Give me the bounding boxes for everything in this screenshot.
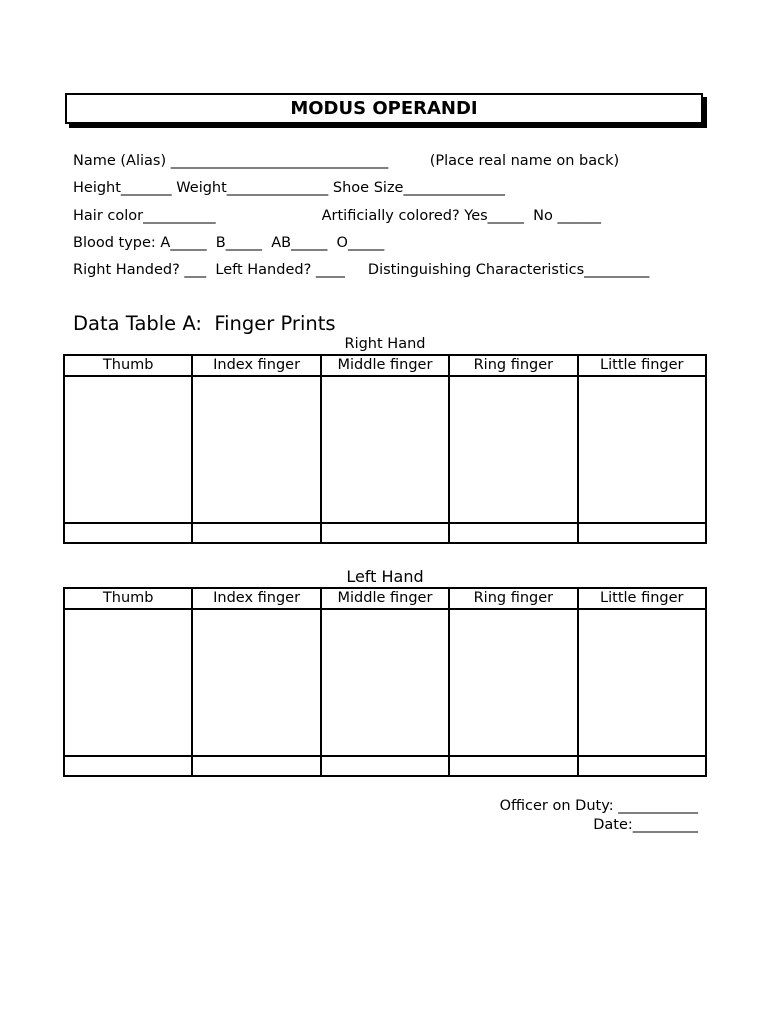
note-cell[interactable] (578, 523, 706, 543)
officer-on-duty-line: Officer on Duty: ___________ (499, 798, 698, 814)
column-header: Little finger (578, 588, 706, 609)
name-alias-line: Name (Alias) ______________________________ (Place real name on back) (73, 153, 620, 169)
blood-type-line: Blood type: A_____ B_____ AB_____ O_____ (73, 235, 385, 251)
print-cell[interactable] (192, 376, 320, 523)
height-weight-shoe-line: Height_______ Weight______________ Shoe Size______________ (73, 180, 505, 196)
column-header: Middle finger (321, 355, 449, 376)
print-cell[interactable] (321, 376, 449, 523)
page-title: MODUS OPERANDI (65, 93, 703, 124)
print-cell[interactable] (449, 376, 577, 523)
column-header: Thumb (64, 588, 192, 609)
column-header: Little finger (578, 355, 706, 376)
column-header: Index finger (192, 355, 320, 376)
note-cell[interactable] (192, 523, 320, 543)
print-cell[interactable] (449, 609, 577, 756)
note-cell[interactable] (64, 756, 192, 776)
print-cell[interactable] (578, 609, 706, 756)
hair-color-line: Hair color__________ Artificially colored? Yes_____ No ______ (73, 208, 601, 224)
right-hand-label: Right Hand (344, 336, 426, 352)
print-cell[interactable] (64, 376, 192, 523)
print-cell[interactable] (578, 376, 706, 523)
note-cell[interactable] (449, 756, 577, 776)
note-cell[interactable] (64, 523, 192, 543)
right-hand-table (63, 354, 707, 544)
note-cell[interactable] (192, 756, 320, 776)
note-cell[interactable] (321, 523, 449, 543)
column-header: Middle finger (321, 588, 449, 609)
column-header: Ring finger (449, 355, 577, 376)
column-header: Index finger (192, 588, 320, 609)
left-hand-table (63, 587, 707, 777)
print-cell[interactable] (192, 609, 320, 756)
section-title: Data Table A: Finger Prints (73, 312, 336, 335)
print-cell[interactable] (321, 609, 449, 756)
note-cell[interactable] (449, 523, 577, 543)
column-header: Ring finger (449, 588, 577, 609)
column-header: Thumb (64, 355, 192, 376)
date-line: Date:_________ (593, 817, 698, 833)
note-cell[interactable] (321, 756, 449, 776)
note-cell[interactable] (578, 756, 706, 776)
left-hand-label: Left Hand (346, 567, 424, 586)
handedness-line: Right Handed? ___ Left Handed? ____ Distinguishing Characteristics_________ (73, 262, 650, 278)
print-cell[interactable] (64, 609, 192, 756)
